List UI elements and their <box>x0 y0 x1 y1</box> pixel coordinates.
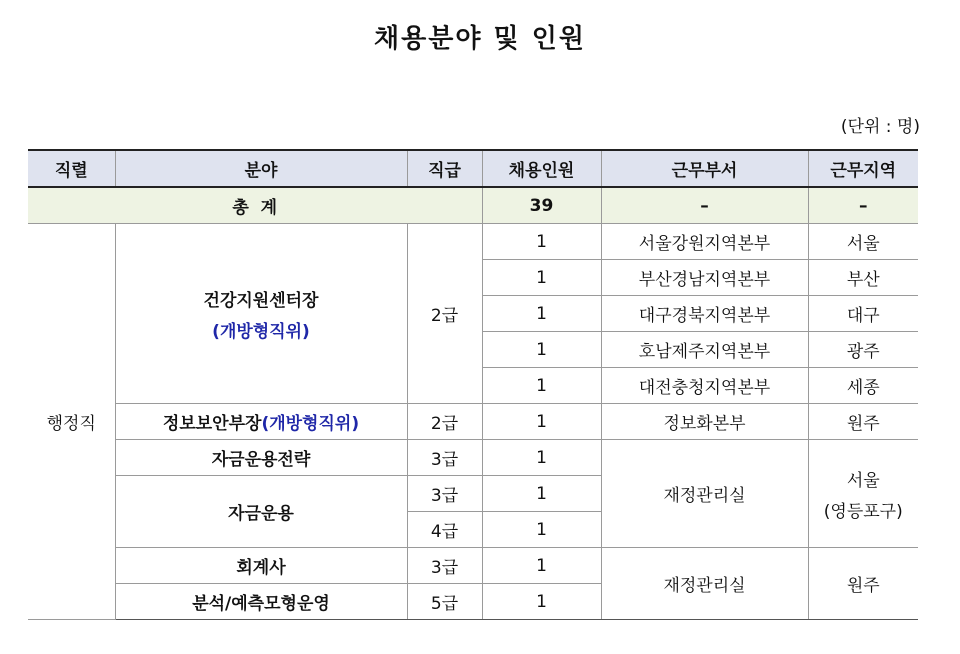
grade-cell: 3급 <box>407 476 482 512</box>
table-row <box>28 548 918 584</box>
table-header-row <box>28 150 918 187</box>
header-region: 근무지역 <box>808 150 918 187</box>
open-position-note: (개방형직위) <box>261 414 360 434</box>
field-fund: 자금운용 <box>115 476 407 548</box>
table-row <box>28 404 918 440</box>
region-line: (영등포구) <box>823 501 903 522</box>
grade-cell: 2급 <box>407 404 482 440</box>
total-label: 총 계 <box>28 187 482 224</box>
region-cell <box>808 440 918 548</box>
count-cell: 1 <box>482 548 601 584</box>
dept-cell: 정보화본부 <box>601 404 808 440</box>
count-cell: 1 <box>482 368 601 404</box>
count-cell: 1 <box>482 404 601 440</box>
series-cell: 행정직 <box>28 224 115 620</box>
field-fund-strategy: 자금운용전략 <box>115 440 407 476</box>
total-region: – <box>808 187 918 224</box>
field-health-center <box>115 224 407 404</box>
count-cell: 1 <box>482 584 601 620</box>
region-cell: 원주 <box>808 548 918 620</box>
field-name: 정보보안부장 <box>162 414 262 434</box>
grade-cell: 2급 <box>407 224 482 404</box>
dept-cell: 대구경북지역본부 <box>601 296 808 332</box>
header-count: 채용인원 <box>482 150 601 187</box>
count-cell: 1 <box>482 332 601 368</box>
grade-cell: 4급 <box>407 512 482 548</box>
header-field: 분야 <box>115 150 407 187</box>
dept-cell: 서울강원지역본부 <box>601 224 808 260</box>
total-row <box>28 187 918 224</box>
dept-cell: 부산경남지역본부 <box>601 260 808 296</box>
region-cell: 원주 <box>808 404 918 440</box>
region-cell: 세종 <box>808 368 918 404</box>
unit-note: (단위 : 명) <box>840 117 920 137</box>
field-name: 건강지원센터장 <box>203 290 319 311</box>
field-accountant: 회계사 <box>115 548 407 584</box>
page-title: 채용분야 및 인원 <box>374 24 586 54</box>
header-grade: 직급 <box>407 150 482 187</box>
total-count: 39 <box>482 187 601 224</box>
grade-cell: 5급 <box>407 584 482 620</box>
region-cell: 대구 <box>808 296 918 332</box>
count-cell: 1 <box>482 512 601 548</box>
dept-cell: 호남제주지역본부 <box>601 332 808 368</box>
count-cell: 1 <box>482 296 601 332</box>
dept-cell: 재정관리실 <box>601 548 808 620</box>
grade-cell: 3급 <box>407 548 482 584</box>
table-row <box>28 440 918 476</box>
count-cell: 1 <box>482 260 601 296</box>
region-cell: 광주 <box>808 332 918 368</box>
field-analysis: 분석/예측모형운영 <box>115 584 407 620</box>
header-dept: 근무부서 <box>601 150 808 187</box>
recruitment-table <box>28 149 918 620</box>
count-cell: 1 <box>482 440 601 476</box>
count-cell: 1 <box>482 476 601 512</box>
field-security <box>115 404 407 440</box>
open-position-note: (개방형직위) <box>212 321 310 342</box>
grade-cell: 3급 <box>407 440 482 476</box>
region-line: 서울 <box>846 470 880 491</box>
table-row <box>28 224 918 260</box>
count-cell: 1 <box>482 224 601 260</box>
dept-cell: 대전충청지역본부 <box>601 368 808 404</box>
region-cell: 서울 <box>808 224 918 260</box>
total-dept: – <box>601 187 808 224</box>
dept-cell: 재정관리실 <box>601 440 808 548</box>
region-cell: 부산 <box>808 260 918 296</box>
header-series: 직렬 <box>28 150 115 187</box>
